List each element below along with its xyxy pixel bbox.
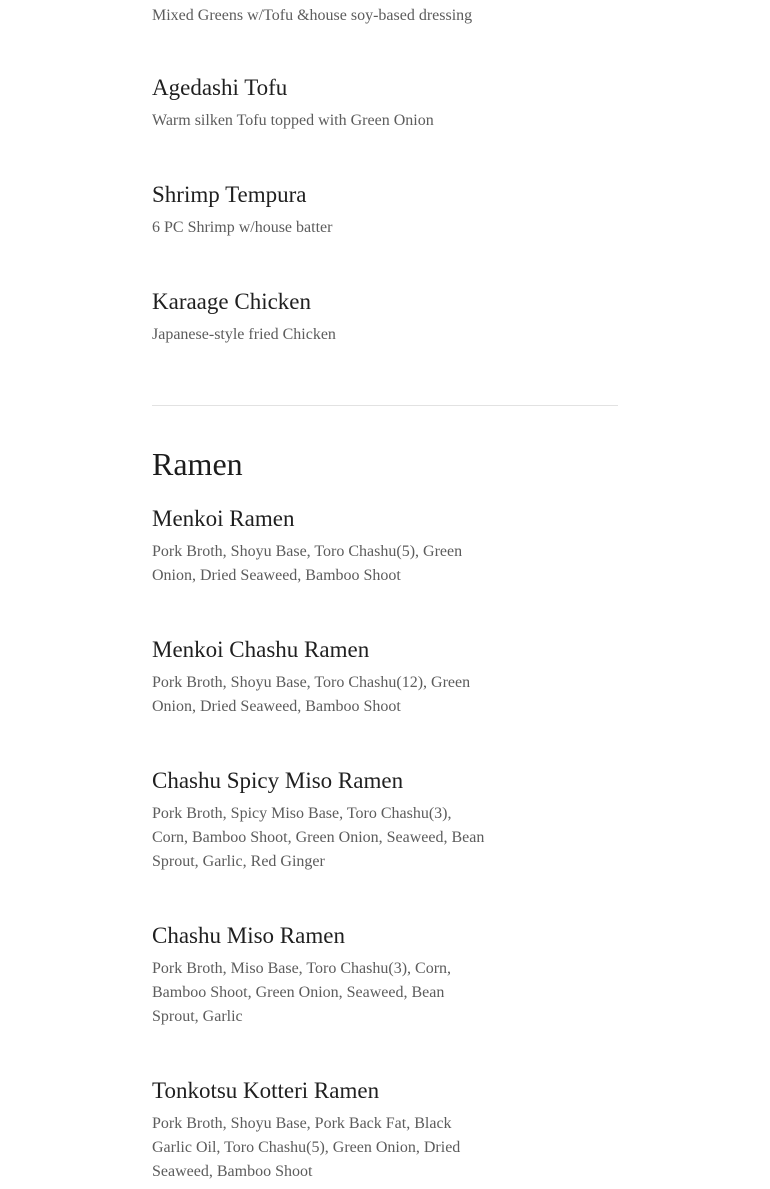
item-description: Japanese-style fried Chicken: [152, 326, 336, 343]
item-name: Chashu Miso Ramen: [152, 923, 345, 948]
menu-item-chashu-miso-ramen: [152, 922, 487, 1029]
section-title-ramen: Ramen: [152, 446, 243, 482]
item-name: Tonkotsu Kotteri Ramen: [152, 1078, 380, 1103]
item-description: 6 PC Shrimp w/house batter: [152, 219, 333, 236]
item-name: Menkoi Chashu Ramen: [152, 637, 370, 662]
menu-item-chashu-spicy-miso-ramen: [152, 767, 487, 874]
menu-item-shrimp-tempura: [152, 181, 487, 240]
menu-item-agedashi-tofu: [152, 74, 572, 133]
item-name: Menkoi Ramen: [152, 506, 295, 531]
menu-item-tonkotsu-kotteri-ramen: [152, 1077, 487, 1184]
item-description: Warm silken Tofu topped with Green Onion: [152, 112, 434, 129]
item-description: Pork Broth, Miso Base, Toro Chashu(3), Corn, Bamboo Shoot, Green Onion, Seaweed, Bean Sprout, Garlic: [152, 960, 452, 1025]
item-description: Pork Broth, Spicy Miso Base, Toro Chashu(3), Corn, Bamboo Shoot, Green Onion, Seaweed, Bean Sprout, Garlic, Red Ginger: [152, 805, 485, 870]
section-divider: [152, 405, 618, 406]
item-name: Chashu Spicy Miso Ramen: [152, 768, 404, 793]
item-description: Mixed Greens w/Tofu &house soy-based dressing: [152, 7, 473, 24]
menu-item-menkoi-ramen: [152, 505, 487, 588]
item-name: Shrimp Tempura: [152, 182, 307, 207]
item-description: Pork Broth, Shoyu Base, Toro Chashu(5), Green Onion, Dried Seaweed, Bamboo Shoot: [152, 543, 463, 584]
item-name: Karaage Chicken: [152, 289, 312, 314]
menu-item-menkoi-chashu-ramen: [152, 636, 487, 719]
item-description: Pork Broth, Shoyu Base, Pork Back Fat, Black Garlic Oil, Toro Chashu(5), Green Onion, Dried Seaweed, Bamboo Shoot: [152, 1115, 461, 1180]
item-description: Pork Broth, Shoyu Base, Toro Chashu(12), Green Onion, Dried Seaweed, Bamboo Shoot: [152, 674, 471, 715]
menu-item-karaage-chicken: [152, 288, 487, 347]
item-name: Agedashi Tofu: [152, 75, 288, 100]
